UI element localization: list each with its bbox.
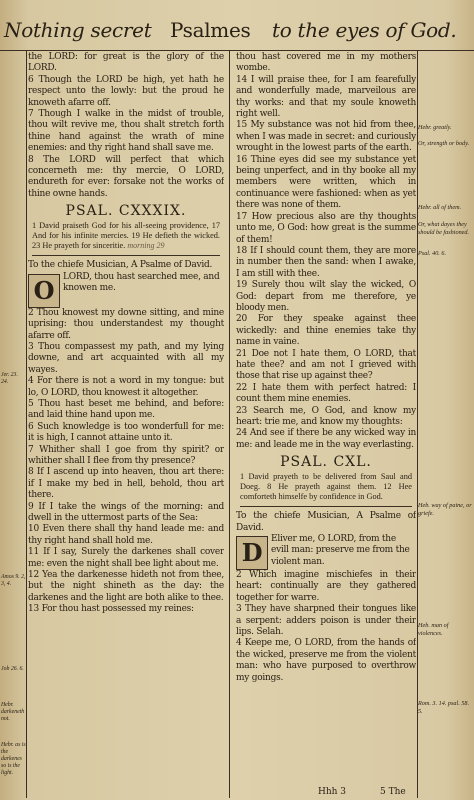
- verse: 6 Though the LORD be high, yet hath he respect unto the lowly: but the proud he knoweth afarre off.: [28, 74, 224, 108]
- verse: 2 Which imagine mischiefes in their heart: continually are they gathered together for warre.: [236, 570, 416, 603]
- first-verse-text: Eliver me, O LORD, from the evill man: preserve me from the violent man.: [271, 534, 410, 567]
- left-margin-rule: [26, 50, 27, 798]
- verse: 8 The LORD will perfect that which concerneth me: thy mercie, O LORD, endureth for ever: forsake not the works of thine owne hands.: [28, 154, 224, 199]
- verse: 14 I will praise thee, for I am fearefully and wonderfully made, marveilous are thy works: and that my soule knoweth right well.: [236, 74, 416, 120]
- verse: 23 Search me, O God, and know my heart: trie me, and know my thoughts:: [236, 405, 416, 427]
- running-head-left: Nothing secret: [4, 18, 152, 42]
- psalm-summary: [32, 221, 220, 257]
- verse: 7 Whither shall I goe from thy spirit? or whither shall I flee from thy presence?: [28, 444, 224, 466]
- margin-note: Hebr. greatly.: [418, 124, 452, 131]
- margin-note: Jer. 23. 24.: [1, 372, 18, 385]
- verse: 4 Keepe me, O LORD, from the hands of the wicked, preserve me from the violent man: who have purposed to overthrow my goings.: [236, 638, 416, 683]
- running-head: [0, 4, 474, 51]
- right-margin-rule: [417, 50, 418, 798]
- summary-text: 1 David praiseth God for his all-seeing providence, 17 And for his infinite mercies. 19 He defieth the wicked. 23 He prayeth for sinceritie.: [32, 220, 220, 251]
- verse: 9 If I take the wings of the morning: and dwell in the uttermost parts of the Sea:: [28, 501, 224, 524]
- psalm-heading: PSAL. CXXXIX.: [65, 203, 187, 220]
- verse: 20 For they speake against thee wickedly: and thine enemies take thy name in vaine.: [236, 314, 416, 348]
- margin-note: Heb. way of paine, or griefe.: [418, 502, 472, 517]
- verse: 19 Surely thou wilt slay the wicked, O God: depart from me therefore, ye bloody men.: [236, 280, 416, 313]
- column-divider: [229, 50, 230, 798]
- running-head-right: to the eyes of God.: [272, 18, 457, 42]
- verse: the LORD: for great is the glory of the LORD.: [28, 52, 224, 74]
- verse: 6 Such knowledge is too wonderfull for me: it is high, I cannot attaine unto it.: [28, 421, 224, 444]
- verse: thou hast covered me in my mothers wombe.: [236, 52, 416, 74]
- margin-note: Or, strength or body.: [418, 140, 470, 147]
- right-column: [236, 52, 416, 797]
- margin-note: Heb. man of violences.: [418, 622, 449, 637]
- verse: 3 They have sharpned their tongues like a serpent: adders poison is under their lips. Selah.: [236, 604, 416, 638]
- drop-cap: O: [28, 274, 60, 308]
- margin-note: Hebr. darkeneth not.: [1, 702, 25, 722]
- verse: 24 And see if there be any wicked way in me: and leade me in the way everlasting.: [236, 428, 416, 450]
- margin-note: Job 26. 6.: [1, 666, 24, 672]
- verse: 7 Though I walke in the midst of trouble, thou wilt revive me, thou shalt stretch forth thine hand against the wrath of mine enemies: and thy right hand shall save me.: [28, 109, 224, 154]
- drop-cap: D: [236, 536, 268, 570]
- verse: 10 Even there shall thy hand leade me: and thy right hand shall hold me.: [28, 524, 224, 546]
- verse: 15 My substance was not hid from thee, when I was made in secret: and curiously wrought in the lowest parts of the earth.: [236, 120, 416, 154]
- verse: 2 Thou knowest my downe sitting, and mine uprising: thou understandest my thought afarre off.: [28, 307, 224, 341]
- signature-mark: Hhh 3: [318, 787, 347, 797]
- verse: 8 If I ascend up into heaven, thou art there: if I make my bed in hell, behold, thou art there.: [28, 467, 224, 501]
- first-verse: [236, 534, 416, 570]
- superscription: To the chiefe Musician, A Psalme of David.: [28, 260, 213, 271]
- margin-note: Amos 9. 2, 3, 4.: [1, 574, 26, 587]
- verse: 11 If I say, Surely the darkenes shall cover me: even the night shall bee light about me.: [28, 547, 224, 569]
- left-column: [28, 52, 224, 797]
- pencil-annotation: morning 29: [127, 241, 165, 251]
- margin-note: Or, what dayes they should be fashioned.: [418, 221, 470, 236]
- first-verse: [28, 272, 224, 308]
- verse: 22 I hate them with perfect hatred: I count them mine enemies.: [236, 382, 416, 405]
- verse: 5 Thou hast beset me behind, and before: and laid thine hand upon me.: [28, 398, 224, 421]
- verse: 12 Yea the darkenesse hideth not from thee, but the night shineth as the day: the darkenes and the light are both alike to thee.: [28, 570, 224, 603]
- psalm-summary: [240, 472, 412, 508]
- first-verse-text: LORD, thou hast searched mee, and knowen me.: [63, 271, 220, 294]
- margin-note: Psal. 40. 6.: [418, 250, 447, 257]
- margin-note: Rom. 3. 14. psal. 58. 5.: [418, 700, 470, 715]
- verse: 18 If I should count them, they are more in number then the sand: when I awake, I am still with thee.: [236, 245, 416, 279]
- psalm-heading: PSAL. CXL.: [280, 454, 372, 471]
- superscription: To the chiefe Musician, A Psalme of David.: [236, 511, 416, 533]
- verse: 17 How precious also are thy thoughts unto me, O God: how great is the summe of them!: [236, 211, 416, 245]
- catchword: 5 The: [380, 787, 406, 797]
- verse: 4 For there is not a word in my tongue: but lo, O LORD, thou knowest it altogether.: [28, 376, 224, 398]
- verse: 13 For thou hast possessed my reines:: [28, 604, 194, 615]
- verse: 16 Thine eyes did see my substance yet being unperfect, and in thy booke all my members were written, which in continuance were fashioned: when as yet there was none of them.: [236, 154, 416, 211]
- running-head-center: Psalmes: [170, 18, 251, 42]
- verse: 21 Doe not I hate them, O LORD, that hate thee? and am not I grieved with those that rise up against thee?: [236, 348, 416, 382]
- margin-note: Hebr. all of them.: [418, 204, 462, 211]
- summary-text: 1 David prayeth to be delivered from Saul and Doeg. 8 He prayeth against them. 12 Hee comforteth himselfe by confidence in God.: [240, 471, 412, 502]
- margin-note: Hebr. as is the darkenes so is the light.: [1, 742, 26, 776]
- verse: 3 Thou compassest my path, and my lying downe, and art acquainted with all my wayes.: [28, 341, 224, 375]
